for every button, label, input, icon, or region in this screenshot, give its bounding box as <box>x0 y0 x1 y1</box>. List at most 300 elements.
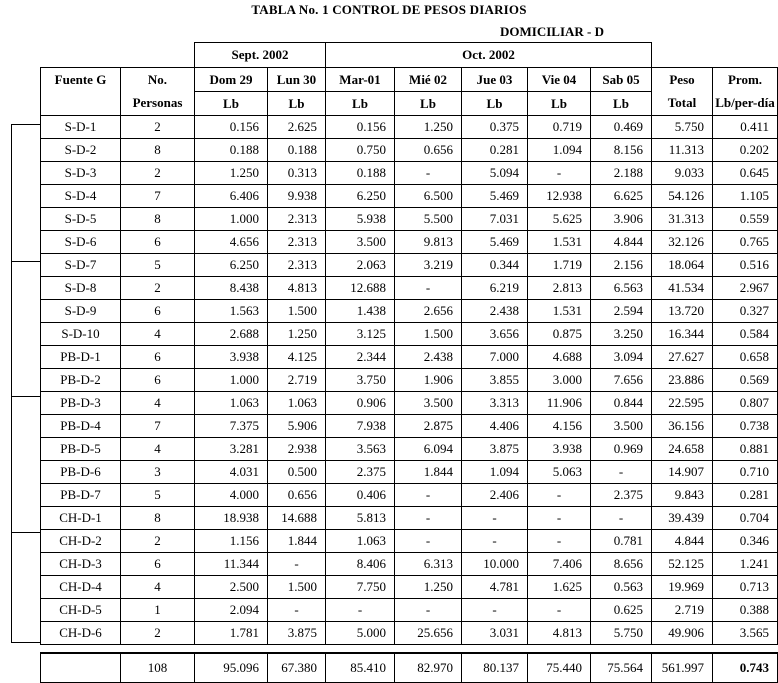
row-prom: 3.565 <box>713 622 778 645</box>
row-day-value: 3.000 <box>528 369 591 392</box>
row-day-value: 2.719 <box>268 369 326 392</box>
row-day-value: 0.188 <box>268 139 326 162</box>
row-day-value: 1.000 <box>195 208 268 231</box>
row-peso-total: 5.750 <box>652 116 713 139</box>
row-personas: 4 <box>121 438 195 461</box>
row-day-value: 1.500 <box>268 300 326 323</box>
col-day-1: Lun 30 <box>268 68 326 92</box>
row-personas: 8 <box>121 507 195 530</box>
header-row-units <box>41 92 778 116</box>
row-day-value: 1.094 <box>528 139 591 162</box>
row-day-value: 3.500 <box>395 392 462 415</box>
row-day-value: 1.063 <box>268 392 326 415</box>
table-row <box>41 369 778 392</box>
row-day-value: 3.750 <box>326 369 395 392</box>
row-peso-total: 23.886 <box>652 369 713 392</box>
row-personas: 8 <box>121 139 195 162</box>
row-day-value: 1.063 <box>195 392 268 415</box>
row-source: CH-D-3 <box>41 553 121 576</box>
row-source: S-D-10 <box>41 323 121 346</box>
row-peso-total: 31.313 <box>652 208 713 231</box>
row-day-value: 4.844 <box>591 231 652 254</box>
row-day-value: 2.438 <box>395 346 462 369</box>
row-personas: 5 <box>121 484 195 507</box>
row-prom: 0.281 <box>713 484 778 507</box>
row-day-value: 5.813 <box>326 507 395 530</box>
table-row <box>41 438 778 461</box>
row-personas: 6 <box>121 300 195 323</box>
row-day-value: - <box>528 507 591 530</box>
row-day-value: 3.219 <box>395 254 462 277</box>
row-day-value: 9.938 <box>268 185 326 208</box>
row-day-value: 10.000 <box>462 553 528 576</box>
row-day-value: - <box>395 162 462 185</box>
row-day-value: 3.938 <box>528 438 591 461</box>
row-day-value: 8.156 <box>591 139 652 162</box>
row-day-value: - <box>462 507 528 530</box>
row-day-value: 3.938 <box>195 346 268 369</box>
row-personas: 4 <box>121 576 195 599</box>
row-day-value: 1.531 <box>528 300 591 323</box>
row-day-value: 3.656 <box>462 323 528 346</box>
col-fuente: Fuente G <box>41 68 121 116</box>
row-day-value: 3.563 <box>326 438 395 461</box>
row-prom: 1.241 <box>713 553 778 576</box>
row-day-value: 1.844 <box>395 461 462 484</box>
row-personas: 2 <box>121 530 195 553</box>
row-source: S-D-4 <box>41 185 121 208</box>
header-row-days <box>41 68 778 92</box>
table-row <box>41 185 778 208</box>
row-day-value: - <box>395 599 462 622</box>
row-personas: 7 <box>121 415 195 438</box>
total-peso: 561.997 <box>652 653 713 683</box>
group-divider <box>11 532 41 533</box>
row-prom: 0.645 <box>713 162 778 185</box>
row-prom: 0.713 <box>713 576 778 599</box>
row-day-value: 4.688 <box>528 346 591 369</box>
row-personas: 6 <box>121 553 195 576</box>
row-day-value: 2.313 <box>268 208 326 231</box>
row-day-value: 0.844 <box>591 392 652 415</box>
row-day-value: 1.250 <box>268 323 326 346</box>
row-day-value: 4.156 <box>528 415 591 438</box>
row-day-value: - <box>268 553 326 576</box>
row-prom: 0.584 <box>713 323 778 346</box>
row-day-value: - <box>395 484 462 507</box>
row-day-value: - <box>591 461 652 484</box>
row-prom: 0.765 <box>713 231 778 254</box>
row-day-value: 1.500 <box>395 323 462 346</box>
row-day-value: 2.375 <box>591 484 652 507</box>
table-row <box>41 323 778 346</box>
total-day-3: 82.970 <box>395 653 462 683</box>
row-personas: 5 <box>121 254 195 277</box>
row-day-value: 4.406 <box>462 415 528 438</box>
row-day-value: 0.375 <box>462 116 528 139</box>
row-day-value: 2.344 <box>326 346 395 369</box>
row-day-value: 7.750 <box>326 576 395 599</box>
unit-day-5: Lb <box>528 92 591 116</box>
row-day-value: 0.750 <box>326 139 395 162</box>
row-day-value: 7.031 <box>462 208 528 231</box>
row-source: S-D-1 <box>41 116 121 139</box>
row-day-value: 1.438 <box>326 300 395 323</box>
row-day-value: - <box>591 507 652 530</box>
row-day-value: 3.875 <box>268 622 326 645</box>
row-day-value: 4.000 <box>195 484 268 507</box>
group-divider <box>11 642 41 643</box>
row-day-value: 7.375 <box>195 415 268 438</box>
row-day-value: 6.313 <box>395 553 462 576</box>
row-source: S-D-8 <box>41 277 121 300</box>
row-peso-total: 54.126 <box>652 185 713 208</box>
row-source: S-D-6 <box>41 231 121 254</box>
total-cell <box>41 653 121 683</box>
group-divider <box>11 261 41 262</box>
table-title: TABLA No. 1 CONTROL DE PESOS DIARIOS <box>251 2 527 17</box>
row-prom: 0.559 <box>713 208 778 231</box>
row-personas: 6 <box>121 369 195 392</box>
table-row <box>41 254 778 277</box>
row-peso-total: 11.313 <box>652 139 713 162</box>
row-personas: 6 <box>121 231 195 254</box>
row-prom: 0.388 <box>713 599 778 622</box>
row-day-value: 3.906 <box>591 208 652 231</box>
row-peso-total: 24.658 <box>652 438 713 461</box>
unit-day-6: Lb <box>591 92 652 116</box>
unit-day-1: Lb <box>268 92 326 116</box>
row-day-value: 3.094 <box>591 346 652 369</box>
col-prom-unit: Lb/per-día <box>713 92 778 116</box>
row-day-value: 2.313 <box>268 254 326 277</box>
total-day-4: 80.137 <box>462 653 528 683</box>
row-day-value: 3.125 <box>326 323 395 346</box>
row-source: PB-D-5 <box>41 438 121 461</box>
row-day-value: 0.281 <box>462 139 528 162</box>
col-no: No. <box>121 68 195 92</box>
unit-day-0: Lb <box>195 92 268 116</box>
row-day-value: 6.094 <box>395 438 462 461</box>
row-day-value: 0.906 <box>326 392 395 415</box>
total-day-6: 75.564 <box>591 653 652 683</box>
row-day-value: 1.156 <box>195 530 268 553</box>
row-day-value: 0.500 <box>268 461 326 484</box>
table-row <box>41 208 778 231</box>
row-day-value: 3.500 <box>326 231 395 254</box>
row-peso-total: 18.064 <box>652 254 713 277</box>
row-day-value: 3.281 <box>195 438 268 461</box>
row-day-value: 11.906 <box>528 392 591 415</box>
row-source: CH-D-5 <box>41 599 121 622</box>
row-day-value: 0.563 <box>591 576 652 599</box>
row-personas: 8 <box>121 208 195 231</box>
row-day-value: 2.875 <box>395 415 462 438</box>
row-source: S-D-7 <box>41 254 121 277</box>
row-day-value: 3.250 <box>591 323 652 346</box>
row-day-value: 3.875 <box>462 438 528 461</box>
row-day-value: 7.938 <box>326 415 395 438</box>
row-source: CH-D-2 <box>41 530 121 553</box>
table-row <box>41 300 778 323</box>
row-peso-total: 52.125 <box>652 553 713 576</box>
col-day-4: Jue 03 <box>462 68 528 92</box>
row-day-value: 12.688 <box>326 277 395 300</box>
row-personas: 3 <box>121 461 195 484</box>
row-day-value: 6.219 <box>462 277 528 300</box>
row-day-value: 0.625 <box>591 599 652 622</box>
row-personas: 2 <box>121 277 195 300</box>
row-day-value: 5.500 <box>395 208 462 231</box>
group-divider <box>11 124 41 125</box>
row-day-value: 1.719 <box>528 254 591 277</box>
row-day-value: 4.125 <box>268 346 326 369</box>
col-total: Total <box>652 92 713 116</box>
row-day-value: 2.438 <box>462 300 528 323</box>
row-day-value: 1.250 <box>395 116 462 139</box>
row-day-value: 6.406 <box>195 185 268 208</box>
row-day-value: 0.781 <box>591 530 652 553</box>
row-day-value: 2.625 <box>268 116 326 139</box>
table-row <box>41 346 778 369</box>
row-day-value: 12.938 <box>528 185 591 208</box>
row-day-value: 7.406 <box>528 553 591 576</box>
table-row <box>41 576 778 599</box>
table-row <box>41 599 778 622</box>
row-day-value: 2.656 <box>395 300 462 323</box>
row-day-value: 9.813 <box>395 231 462 254</box>
row-peso-total: 27.627 <box>652 346 713 369</box>
row-source: CH-D-4 <box>41 576 121 599</box>
row-day-value: 25.656 <box>395 622 462 645</box>
row-day-value: 0.656 <box>395 139 462 162</box>
table-row <box>41 461 778 484</box>
month-oct: Oct. 2002 <box>326 43 652 68</box>
table-row <box>41 162 778 185</box>
group-bracket <box>11 124 12 642</box>
row-source: PB-D-7 <box>41 484 121 507</box>
row-day-value: 2.500 <box>195 576 268 599</box>
row-day-value: - <box>462 599 528 622</box>
row-personas: 2 <box>121 116 195 139</box>
row-personas: 1 <box>121 599 195 622</box>
unit-day-3: Lb <box>395 92 462 116</box>
table-row <box>41 507 778 530</box>
row-day-value: 2.063 <box>326 254 395 277</box>
row-day-value: 11.344 <box>195 553 268 576</box>
row-day-value: 0.156 <box>195 116 268 139</box>
row-day-value: 5.094 <box>462 162 528 185</box>
row-day-value: 1.906 <box>395 369 462 392</box>
row-prom: 0.327 <box>713 300 778 323</box>
row-day-value: 0.156 <box>326 116 395 139</box>
col-day-2: Mar-01 <box>326 68 395 92</box>
row-day-value: 5.063 <box>528 461 591 484</box>
row-day-value: 6.500 <box>395 185 462 208</box>
row-day-value: 8.438 <box>195 277 268 300</box>
row-day-value: 4.031 <box>195 461 268 484</box>
table-row <box>41 231 778 254</box>
table-row <box>41 484 778 507</box>
total-day-0: 95.096 <box>195 653 268 683</box>
row-personas: 2 <box>121 162 195 185</box>
header-row-months <box>41 43 778 68</box>
row-day-value: 2.375 <box>326 461 395 484</box>
row-prom: 0.807 <box>713 392 778 415</box>
row-day-value: 2.688 <box>195 323 268 346</box>
col-day-0: Dom 29 <box>195 68 268 92</box>
row-day-value: - <box>395 507 462 530</box>
row-day-value: 4.656 <box>195 231 268 254</box>
col-day-5: Vie 04 <box>528 68 591 92</box>
table-row <box>41 415 778 438</box>
row-prom: 0.710 <box>713 461 778 484</box>
row-day-value: 1.250 <box>395 576 462 599</box>
row-day-value: 1.250 <box>195 162 268 185</box>
row-peso-total: 39.439 <box>652 507 713 530</box>
row-day-value: - <box>528 599 591 622</box>
row-day-value: 6.250 <box>326 185 395 208</box>
row-day-value: 1.625 <box>528 576 591 599</box>
row-prom: 0.738 <box>713 415 778 438</box>
row-source: S-D-5 <box>41 208 121 231</box>
row-day-value: 2.813 <box>528 277 591 300</box>
row-day-value: 2.156 <box>591 254 652 277</box>
row-day-value: 6.625 <box>591 185 652 208</box>
row-prom: 2.967 <box>713 277 778 300</box>
row-source: S-D-3 <box>41 162 121 185</box>
row-day-value: 3.500 <box>591 415 652 438</box>
row-day-value: - <box>528 162 591 185</box>
row-prom: 0.658 <box>713 346 778 369</box>
row-day-value: 0.656 <box>268 484 326 507</box>
total-personas: 108 <box>121 653 195 683</box>
row-day-value: 14.688 <box>268 507 326 530</box>
row-day-value: 4.813 <box>268 277 326 300</box>
total-day-1: 67.380 <box>268 653 326 683</box>
row-day-value: 4.781 <box>462 576 528 599</box>
row-day-value: 3.855 <box>462 369 528 392</box>
table-row <box>41 530 778 553</box>
row-day-value: 5.906 <box>268 415 326 438</box>
table-row <box>41 553 778 576</box>
row-day-value: - <box>528 484 591 507</box>
row-day-value: 0.188 <box>326 162 395 185</box>
row-day-value: - <box>528 530 591 553</box>
unit-day-4: Lb <box>462 92 528 116</box>
row-prom: 0.569 <box>713 369 778 392</box>
row-day-value: 0.875 <box>528 323 591 346</box>
row-prom: 0.202 <box>713 139 778 162</box>
row-peso-total: 13.720 <box>652 300 713 323</box>
row-day-value: 1.844 <box>268 530 326 553</box>
row-day-value: 1.781 <box>195 622 268 645</box>
row-peso-total: 22.595 <box>652 392 713 415</box>
row-day-value: 18.938 <box>195 507 268 530</box>
row-personas: 2 <box>121 622 195 645</box>
row-personas: 6 <box>121 346 195 369</box>
unit-day-2: Lb <box>326 92 395 116</box>
row-source: CH-D-1 <box>41 507 121 530</box>
row-day-value: - <box>395 530 462 553</box>
total-prom: 0.743 <box>713 653 778 683</box>
row-personas: 4 <box>121 392 195 415</box>
table-row <box>41 139 778 162</box>
row-prom: 0.411 <box>713 116 778 139</box>
row-peso-total: 9.033 <box>652 162 713 185</box>
row-day-value: 1.500 <box>268 576 326 599</box>
row-day-value: 2.594 <box>591 300 652 323</box>
row-day-value: 5.938 <box>326 208 395 231</box>
row-day-value: 8.406 <box>326 553 395 576</box>
col-day-3: Mié 02 <box>395 68 462 92</box>
row-prom: 0.881 <box>713 438 778 461</box>
row-day-value: 0.406 <box>326 484 395 507</box>
row-day-value: 7.000 <box>462 346 528 369</box>
row-day-value: 0.313 <box>268 162 326 185</box>
row-day-value: 5.625 <box>528 208 591 231</box>
row-day-value: 1.531 <box>528 231 591 254</box>
row-source: S-D-9 <box>41 300 121 323</box>
row-prom: 0.346 <box>713 530 778 553</box>
row-peso-total: 41.534 <box>652 277 713 300</box>
row-peso-total: 32.126 <box>652 231 713 254</box>
col-prom: Prom. <box>713 68 778 92</box>
group-divider <box>11 396 41 397</box>
row-day-value: 6.250 <box>195 254 268 277</box>
row-day-value: 5.750 <box>591 622 652 645</box>
row-day-value: 1.094 <box>462 461 528 484</box>
row-day-value: 2.938 <box>268 438 326 461</box>
row-day-value: - <box>326 599 395 622</box>
row-prom: 1.105 <box>713 185 778 208</box>
row-peso-total: 16.344 <box>652 323 713 346</box>
row-source: CH-D-6 <box>41 622 121 645</box>
row-day-value: 0.344 <box>462 254 528 277</box>
row-day-value: 2.406 <box>462 484 528 507</box>
table-body <box>41 116 778 645</box>
row-day-value: 2.094 <box>195 599 268 622</box>
row-day-value: 5.469 <box>462 185 528 208</box>
row-day-value: 3.313 <box>462 392 528 415</box>
row-day-value: 7.656 <box>591 369 652 392</box>
row-day-value: 1.563 <box>195 300 268 323</box>
row-day-value: 0.969 <box>591 438 652 461</box>
row-day-value: 0.469 <box>591 116 652 139</box>
table-row <box>41 392 778 415</box>
row-day-value: 4.813 <box>528 622 591 645</box>
month-sept: Sept. 2002 <box>195 43 326 68</box>
table-subtitle: DOMICILIAR - D <box>500 24 604 39</box>
row-personas: 4 <box>121 323 195 346</box>
row-day-value: 2.188 <box>591 162 652 185</box>
row-source: PB-D-2 <box>41 369 121 392</box>
row-day-value: 1.063 <box>326 530 395 553</box>
row-day-value: 0.188 <box>195 139 268 162</box>
total-day-5: 75.440 <box>528 653 591 683</box>
row-day-value: 8.656 <box>591 553 652 576</box>
row-day-value: - <box>462 530 528 553</box>
table-row <box>41 116 778 139</box>
row-day-value: 5.000 <box>326 622 395 645</box>
row-day-value: 1.000 <box>195 369 268 392</box>
row-day-value: 2.313 <box>268 231 326 254</box>
row-peso-total: 9.843 <box>652 484 713 507</box>
row-peso-total: 49.906 <box>652 622 713 645</box>
totals-row <box>41 653 778 683</box>
col-day-6: Sab 05 <box>591 68 652 92</box>
row-day-value: 5.469 <box>462 231 528 254</box>
